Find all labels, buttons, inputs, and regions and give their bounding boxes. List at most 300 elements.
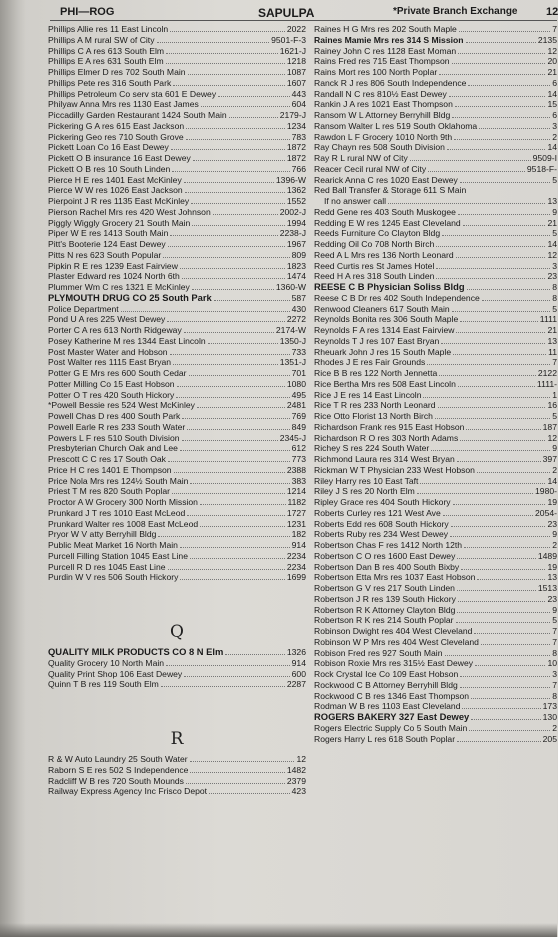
leader-dots (466, 42, 536, 43)
listing-entry (48, 433, 306, 444)
leader-dots (186, 783, 285, 784)
section-spacer (48, 690, 306, 724)
listing-name: Railway Express Agency Inc Frisco Depot (48, 786, 208, 797)
phone-number: 430 (291, 303, 306, 314)
leader-dots (471, 698, 550, 699)
phone-number: 9509-I (532, 153, 557, 163)
listing-entry (48, 99, 306, 110)
listing-name: Robertson G V res 217 South Linden (314, 583, 455, 593)
phone-number: 2272 (286, 314, 306, 325)
leader-dots (479, 128, 550, 129)
phone-number: 1231 (286, 518, 306, 529)
phone-number: 2238-J (279, 228, 306, 239)
listing-name: Prescott C C res 17 South Oak (48, 454, 166, 464)
leader-dots (457, 590, 536, 591)
phone-number: 3 (552, 669, 557, 679)
listing-entry (314, 486, 557, 497)
leader-dots (180, 268, 285, 269)
leader-dots (184, 182, 274, 183)
listing-name: Rockwood C B res 1346 East Thompson (314, 690, 470, 701)
listing-entry (314, 347, 557, 358)
listing-name: Reeds Furniture Co Clayton Bldg (314, 228, 441, 239)
leader-dots (453, 504, 546, 505)
leader-dots (192, 289, 274, 290)
phone-number: 1214 (286, 486, 306, 497)
listing-entry (48, 336, 306, 347)
leader-dots (456, 332, 545, 333)
page-gutter-shadow (0, 0, 26, 937)
listing-name: ROGERS BAKERY 327 East Dewey (314, 711, 470, 722)
listing-entry (48, 89, 306, 100)
leader-dots (172, 493, 285, 494)
phone-number: 612 (291, 443, 306, 454)
listing-name: Priest T M res 820 South Poplar (48, 486, 170, 497)
listing-name: Robison Fred res 927 South Main (314, 647, 443, 658)
leader-dots (186, 128, 285, 129)
phone-number: 8 (552, 690, 557, 701)
listing-entry (48, 24, 306, 35)
leader-dots (469, 730, 550, 731)
listing-name: Powers L F res 510 South Division (48, 432, 180, 443)
listing-name: Pitt's Booterie 124 East Dewey (48, 239, 166, 249)
leader-dots (436, 268, 550, 269)
phone-number: 173 (542, 701, 557, 712)
phone-number: 1218 (286, 56, 306, 67)
leader-dots (466, 429, 540, 430)
leader-dots (458, 214, 550, 215)
phone-number: 1872 (286, 153, 306, 163)
leader-dots (423, 397, 550, 398)
listing-entry (314, 142, 557, 153)
phone-number: 15 (547, 99, 557, 110)
listing-name: Purcell Filling Station 1045 East Line (48, 550, 188, 561)
leader-dots (467, 289, 551, 290)
listing-name: Robertson Etta Mrs res 1037 East Hobson (314, 572, 476, 583)
leader-dots (458, 386, 535, 387)
listing-entry (48, 325, 306, 336)
listing-entry (314, 605, 557, 616)
leader-dots (471, 719, 540, 720)
phone-number: 1 (552, 389, 557, 400)
listing-entry (48, 476, 306, 487)
leader-dots (445, 655, 551, 656)
leader-dots (184, 676, 289, 677)
listing-entry (48, 529, 306, 540)
listing-entry (314, 56, 557, 67)
listing-name: Phillips E A res 631 South Elm (48, 56, 164, 67)
leader-dots (174, 472, 285, 473)
leader-dots (173, 364, 278, 365)
leader-dots (158, 536, 289, 537)
leader-dots (459, 31, 550, 32)
listing-entry (314, 443, 557, 454)
phone-number: 187 (542, 421, 557, 432)
listing-entry (314, 121, 557, 132)
listing-name: Post Master Water and Hobson (48, 346, 168, 357)
leader-dots (460, 440, 545, 441)
listing-name: Proctor A W Grocery 300 North Mission (48, 497, 198, 507)
header-range: PHI—ROG (60, 6, 115, 18)
listing-entry (314, 691, 557, 702)
listing-name: Pitts N res 623 South Popular (48, 249, 162, 260)
phone-number: 7 (552, 636, 557, 647)
phone-number: 5 (552, 411, 557, 421)
phone-number: 8 (552, 647, 557, 658)
listing-entry (48, 78, 306, 89)
listing-name: Rawdon L F Grocery 1010 North 9th (314, 131, 453, 142)
phone-number: 21 (547, 217, 557, 228)
listing-entry (48, 250, 306, 261)
listing-entry (314, 89, 557, 100)
listing-name: Reese C B Dr res 402 South Independence (314, 292, 480, 303)
leader-dots (438, 407, 546, 408)
listing-entry (48, 153, 306, 164)
listing-name: Rains Fred res 715 East Thompson (314, 56, 450, 67)
leader-dots (454, 139, 550, 140)
leader-dots (201, 106, 290, 107)
listing-entry (314, 723, 557, 734)
listing-entry (314, 110, 557, 121)
listing-name: Raborn S E res 502 S Independence (48, 764, 189, 775)
leader-dots (452, 311, 551, 312)
listing-name: Pickering Geo res 710 South Grove (48, 131, 184, 142)
leader-dots (166, 665, 290, 666)
phone-number: 20 (547, 56, 557, 67)
phone-number: 23 (547, 518, 557, 529)
listing-name: Pryor W V atty Berryhill Bldg (48, 529, 157, 540)
leader-dots (436, 246, 545, 247)
listing-name: Pickering G A res 615 East Jackson (48, 120, 185, 131)
listing-name: Prunkard J T res 1010 East McLeod (48, 507, 186, 518)
phone-number: 12 (296, 754, 306, 764)
phone-number: 7 (552, 626, 557, 636)
phone-number: 1621-J (279, 45, 306, 56)
listing-name: Randall N C res 810½ East Dewey (314, 88, 447, 99)
listing-name: Plaster Edward res 1024 North 6th (48, 271, 180, 282)
phone-number: 13 (547, 572, 557, 583)
leader-dots (168, 246, 285, 247)
leader-dots (168, 569, 285, 570)
listing-name: REESE C B Physician Soliss Bldg (314, 281, 465, 292)
phone-number: 1967 (286, 239, 306, 249)
section-letter: R (170, 729, 184, 749)
leader-dots (439, 74, 545, 75)
listing-name: Purcell R D res 1045 East Line (48, 561, 166, 572)
leader-dots (229, 117, 278, 118)
phone-number: 1489 (537, 550, 557, 561)
phone-number: 3 (552, 120, 557, 131)
listing-name: Price H C res 1401 E Thompson (48, 464, 172, 475)
listing-name: Philyaw Anna Mrs res 1130 East James (48, 99, 199, 110)
listing-entry (48, 56, 306, 67)
listing-entry (314, 583, 557, 594)
phone-number: 2234 (286, 561, 306, 572)
phone-number: 2174-W (275, 325, 306, 335)
listing-name: Rheuark John J res 15 South Maple (314, 346, 452, 357)
phone-number: 9 (552, 206, 557, 217)
leader-dots (455, 106, 546, 107)
leader-dots (461, 569, 545, 570)
phone-number: 3 (552, 260, 557, 271)
phone-number: 10 (547, 658, 557, 669)
header-page-number: 12 (546, 6, 558, 18)
leader-dots (481, 644, 550, 645)
phone-number: 19 (547, 497, 557, 507)
phone-number: 769 (291, 411, 306, 421)
phone-number: 1362 (286, 185, 306, 196)
leader-dots (182, 440, 278, 441)
phone-number: 701 (291, 368, 306, 378)
phone-number: 2379 (286, 775, 306, 786)
phone-number: 2234 (286, 550, 306, 561)
leader-dots (225, 654, 285, 655)
phone-number: 9 (552, 529, 557, 540)
listing-entry (314, 572, 557, 583)
phone-number: 8 (552, 292, 557, 303)
phone-number: 587 (291, 292, 306, 303)
listing-name: Rogers Harry L res 618 South Poplar (314, 733, 456, 744)
listing-entry (48, 164, 306, 175)
phone-number: 914 (291, 657, 306, 668)
phone-number: 23 (547, 593, 557, 604)
listing-entry (314, 680, 557, 691)
phone-number: 6 (552, 110, 557, 120)
header-note: *Private Branch Exchange (393, 6, 518, 17)
listing-name: Pierce W W res 1026 East Jackson (48, 185, 183, 196)
phone-number: 9501-F-3 (271, 34, 306, 45)
listing-entry (48, 443, 306, 454)
listing-entry (314, 658, 557, 669)
listing-entry (48, 765, 306, 776)
listing-entry (314, 282, 557, 293)
phone-number: 2 (552, 722, 557, 733)
listing-name: Quality Print Shop 106 East Dewey (48, 668, 183, 679)
listing-entry (314, 368, 557, 379)
phone-number: 21 (547, 67, 557, 77)
listing-name: Ray R L rural NW of City (314, 153, 408, 163)
leader-dots (468, 85, 550, 86)
listing-name: Pickett O B res 10 South Linden (48, 163, 171, 174)
listing-name: Potter O T res 420 South Hickory (48, 389, 175, 400)
phone-number: 2345-J (279, 432, 306, 443)
leader-dots (190, 558, 285, 559)
listing-name: Powell Chas D res 400 South Park (48, 411, 181, 421)
listing-name: Rickman W T Physician 233 West Hobson (314, 464, 475, 475)
phone-number: 1607 (286, 77, 306, 88)
leader-dots (441, 343, 545, 344)
phone-number: 14 (547, 88, 557, 99)
leader-dots (428, 171, 525, 172)
leader-dots (464, 547, 550, 548)
listing-name: Police Department (48, 303, 119, 314)
phone-number: 9 (552, 604, 557, 615)
listing-name: Rainey John C res 1128 East Moman (314, 45, 457, 56)
leader-dots (168, 461, 290, 462)
listing-entry (48, 261, 306, 272)
phone-number: 1360-W (275, 282, 306, 292)
listing-name: Riley Harry res 10 East Taft (314, 475, 419, 486)
leader-dots (427, 364, 550, 365)
listing-entry (314, 99, 557, 110)
listing-entry (48, 67, 306, 78)
leader-dots (477, 472, 550, 473)
phone-number: 849 (291, 421, 306, 432)
phone-number: 1396-W (275, 174, 306, 185)
listing-name: Raines H G Mrs res 202 South Maple (314, 24, 457, 34)
listing-name: Roberts Ruby res 234 West Dewey (314, 529, 449, 540)
leader-dots (458, 601, 546, 602)
phone-number: 6 (552, 77, 557, 88)
listing-name: Posey Katherine M res 1344 East Lincoln (48, 335, 206, 346)
listing-name: Richmond Laura res 314 West Bryan (314, 454, 455, 464)
listing-name: Pickett Loan Co 16 East Dewey (48, 142, 169, 153)
listing-name: Redding E W res 1245 East Cleveland (314, 217, 461, 228)
listing-name: Ransom Walter L res 519 South Oklahoma (314, 120, 478, 131)
listing-name: Phillips Petroleum Co serv sta 601 E Dewey (48, 88, 217, 99)
leader-dots (460, 182, 550, 183)
phone-number: 5 (552, 174, 557, 185)
listing-name: Rice Otto Florist 13 North Birch (314, 411, 433, 421)
listing-entry (314, 314, 557, 325)
listing-name: Phillips C A res 613 South Elm (48, 45, 165, 56)
phone-number: 2179-J (279, 110, 306, 120)
phone-number: 733 (291, 346, 306, 357)
listing-name: R & W Auto Laundry 25 South Water (48, 754, 188, 764)
listing-entry (314, 164, 557, 175)
phone-number: 5 (552, 303, 557, 314)
listing-entry (48, 754, 306, 765)
phone-number: 1513 (537, 583, 557, 593)
leader-dots (185, 192, 285, 193)
listing-entry (48, 422, 306, 433)
phone-number: 2054- (535, 507, 557, 518)
listing-entry (48, 121, 306, 132)
phone-number: 14 (547, 475, 557, 486)
phone-number: 11 (548, 346, 557, 357)
leader-dots (121, 311, 290, 312)
listing-name: Rice B B res 122 North Jennetta (314, 368, 438, 378)
listing-name: Potter G E Mrs res 600 South Cedar (48, 368, 187, 378)
listing-entry (48, 175, 306, 186)
listing-entry (314, 153, 557, 164)
listing-entry (314, 411, 557, 422)
listing-name: Presbyterian Church Oak and Lee (48, 443, 178, 454)
listing-name: Phillips Allie res 11 East Lincoln (48, 24, 169, 34)
leader-dots (163, 257, 289, 258)
listing-entry (48, 400, 306, 411)
phone-number: 2 (552, 540, 557, 550)
listing-entry (314, 497, 557, 508)
listing-entry (314, 78, 557, 89)
listing-name: Potter Milling Co 15 East Hobson (48, 378, 175, 389)
listing-name: Pickett O B insurance 16 East Dewey (48, 153, 191, 163)
leader-dots (460, 676, 550, 677)
listing-entry (48, 679, 306, 690)
phone-number: 1111- (536, 378, 557, 389)
phone-number: 5 (552, 228, 557, 239)
listing-name: Rhodes J E res Fair Grounds (314, 357, 426, 368)
listing-entry (314, 594, 557, 605)
leader-dots (190, 483, 289, 484)
leader-dots (451, 526, 546, 527)
listing-entry (48, 368, 306, 379)
phone-number: 600 (291, 668, 306, 679)
listing-name: Ranck R J res 806 South Independence (314, 77, 467, 88)
leader-dots (475, 665, 545, 666)
leader-dots (192, 225, 285, 226)
phone-number: 2 (552, 131, 557, 142)
listing-entry (314, 357, 557, 368)
right-column (314, 24, 557, 744)
phone-number: 7 (552, 24, 557, 34)
leader-dots (157, 42, 270, 43)
leader-dots (457, 558, 535, 559)
listing-name: Ripley Grace res 404 South Hickory (314, 497, 451, 507)
listing-name: Robertson Dan B res 400 South Bixby (314, 561, 460, 572)
listing-name: *Powell Bessie res 524 West McKinley (48, 400, 195, 411)
listing-name: If no answer call (324, 196, 387, 206)
phone-number: 1087 (286, 67, 306, 77)
leader-dots (477, 579, 545, 580)
section-letter: Q (170, 622, 184, 642)
listing-name: Reynolds F A res 1314 East Fairview (314, 325, 455, 335)
leader-dots (166, 53, 278, 54)
listing-name: Rice Bertha Mrs res 508 East Lincoln (314, 378, 456, 389)
listing-name: Rock Crystal Ice Co 109 East Hobson (314, 669, 459, 679)
listing-name: Robinson W P Mrs res 404 West Cleveland (314, 636, 479, 647)
phone-number: 1823 (286, 260, 306, 271)
listing-name: Porter C A res 613 North Ridgeway (48, 325, 182, 335)
listing-name: Reed A L Mrs res 136 North Leonard (314, 249, 454, 260)
listing-name: Phillips Elmer D res 702 South Main (48, 67, 186, 77)
leader-dots (186, 139, 290, 140)
phone-number: 1326 (286, 647, 306, 657)
leader-dots (460, 687, 550, 688)
listing-entry (48, 239, 306, 250)
listing-name: Pipkin R E res 1239 East Fairview (48, 260, 178, 271)
listing-entry (48, 497, 306, 508)
leader-dots (457, 741, 541, 742)
phone-number: 2 (552, 464, 557, 475)
listing-entry (314, 422, 557, 433)
phone-number: 604 (291, 99, 306, 110)
listing-entry (48, 572, 306, 583)
leader-dots (457, 461, 541, 462)
leader-dots (187, 515, 285, 516)
leader-dots (439, 375, 536, 376)
leader-dots (166, 63, 285, 64)
left-column (48, 24, 306, 797)
listing-name: Pond U A res 225 West Dewey (48, 314, 166, 325)
listing-name: Reed Curtis res St James Hotel (314, 260, 435, 271)
listing-entry (48, 185, 306, 196)
leader-dots (161, 686, 285, 687)
listing-name: Reacer Cecil rural NW of City (314, 163, 427, 174)
listing-name: Price Nola Mrs res 124½ South Main (48, 475, 189, 486)
listing-entry (314, 529, 557, 540)
listing-entry (48, 218, 306, 229)
leader-dots (182, 418, 289, 419)
leader-dots (176, 397, 289, 398)
phone-number: 13 (547, 335, 557, 346)
listing-name: Riley J S res 20 North Elm (314, 486, 415, 497)
listing-name: Robertson Chas F res 1412 North 12th (314, 540, 463, 550)
listing-name: Prunkard Walter res 1008 East McLeod (48, 518, 199, 529)
leader-dots (191, 203, 285, 204)
listing-name: Richardson Frank res 915 East Hobson (314, 421, 465, 432)
listing-entry (48, 669, 306, 680)
listing-entry (314, 519, 557, 530)
